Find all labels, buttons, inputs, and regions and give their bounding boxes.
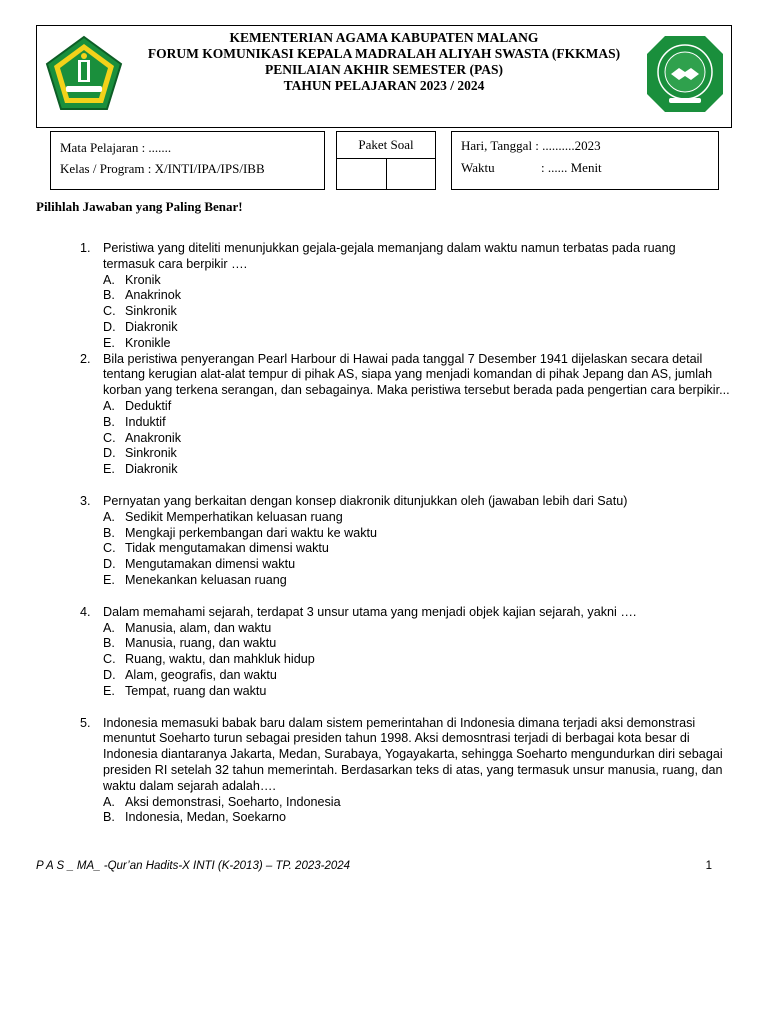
header-ministry: KEMENTERIAN AGAMA KABUPATEN MALANG	[229, 30, 539, 45]
header-forum: FORUM KOMUNIKASI KEPALA MADRALAH ALIYAH SWASTA (FKKMAS)	[147, 46, 621, 61]
option-letter: A.	[103, 794, 115, 809]
option-letter: C.	[103, 304, 116, 319]
option-item	[103, 415, 740, 431]
option-letter: C.	[103, 541, 116, 556]
subject-label: Mata Pelajaran : .......	[60, 140, 172, 155]
option-text: Sinkronik	[125, 304, 177, 319]
option-item	[103, 636, 740, 652]
option-item	[103, 320, 740, 336]
option-text: Tempat, ruang dan waktu	[125, 683, 267, 698]
question-number: 2.	[80, 351, 91, 366]
option-text: Sinkronik	[125, 446, 177, 461]
question-2	[80, 352, 740, 478]
option-letter: E.	[103, 335, 115, 350]
option-item	[103, 399, 740, 415]
date-time-box	[451, 131, 719, 190]
subject-info-box	[50, 131, 325, 190]
spacer	[80, 700, 740, 716]
option-item	[103, 273, 740, 289]
option-item	[103, 621, 740, 637]
package-cell-left	[337, 159, 387, 189]
option-letter: C.	[103, 652, 116, 667]
option-text: Menekankan keluasan ruang	[125, 572, 287, 587]
page-number: 1	[705, 860, 712, 872]
duration-value: : ...... Menit	[541, 160, 602, 175]
option-text: Deduktif	[125, 398, 172, 413]
spacer	[80, 478, 740, 494]
option-item	[103, 557, 740, 573]
option-text: Diakronik	[125, 462, 178, 477]
option-letter: A.	[103, 509, 115, 524]
option-text: Kronikle	[125, 335, 171, 350]
option-letter: A.	[103, 398, 115, 413]
option-item	[103, 462, 740, 478]
header-title-block	[37, 30, 731, 94]
option-text: Anakronik	[125, 430, 182, 445]
option-item	[103, 652, 740, 668]
option-item	[103, 526, 740, 542]
question-text: Bila peristiwa penyerangan Pearl Harbour di Hawai pada tanggal 7 Desember 1941 dijelaskan secara detail tentang kerugian alat-alat tempur di pihak AS, siapa yang menjadi komandan di pihak Jepang dan AS, jumlah korban yang terkena serangan, dan sebagainya. Maka peristiwa tersebut berada pada pengertian cara berpikir...	[103, 351, 730, 398]
page-footer	[36, 860, 712, 872]
option-letter: B.	[103, 288, 115, 303]
option-text: Manusia, ruang, dan waktu	[125, 636, 277, 651]
option-item	[103, 336, 740, 352]
option-item	[103, 431, 740, 447]
option-text: Alam, geografis, dan waktu	[125, 667, 277, 682]
header-exam-name: PENILAIAN AKHIR SEMESTER (PAS)	[265, 62, 503, 77]
option-text: Sedikit Memperhatikan keluasan ruang	[125, 509, 343, 524]
question-3	[80, 494, 740, 589]
option-item	[103, 668, 740, 684]
option-item	[103, 510, 740, 526]
question-text: Pernyatan yang berkaitan dengan konsep diakronik ditunjukkan oleh (jawaban lebih dari Satu)	[103, 493, 628, 508]
option-letter: D.	[103, 319, 116, 334]
exam-header	[36, 25, 732, 128]
option-letter: D.	[103, 557, 116, 572]
option-item	[103, 288, 740, 304]
option-item	[103, 795, 740, 811]
option-letter: B.	[103, 525, 115, 540]
duration-label: Waktu	[461, 160, 495, 175]
option-item	[103, 304, 740, 320]
option-text: Mengkaji perkembangan dari waktu ke waktu	[125, 525, 378, 540]
question-text: Peristiwa yang diteliti menunjukkan gejala-gejala memanjang dalam waktu namun terbatas pada ruang termasuk cara berpikir ….	[103, 241, 676, 271]
option-text: Aksi demonstrasi, Soeharto, Indonesia	[125, 794, 341, 809]
fkkmas-logo-icon	[645, 34, 725, 114]
option-item	[103, 573, 740, 589]
option-text: Manusia, alam, dan waktu	[125, 620, 272, 635]
option-item	[103, 810, 740, 826]
option-letter: D.	[103, 446, 116, 461]
footer-text: P A S _ MA_ -Qur’an Hadits-X INTI (K-2013) – TP. 2023-2024	[36, 860, 351, 872]
header-academic-year: TAHUN PELAJARAN 2023 / 2024	[283, 78, 485, 93]
option-text: Tidak mengutamakan dimensi waktu	[125, 541, 329, 556]
option-letter: C.	[103, 430, 116, 445]
package-title: Paket Soal	[337, 132, 435, 159]
question-number: 3.	[80, 493, 91, 508]
option-text: Indonesia, Medan, Soekarno	[125, 810, 287, 825]
date-label: Hari, Tanggal : ..........2023	[461, 138, 601, 153]
question-number: 4.	[80, 604, 91, 619]
instruction-text: Pilihlah Jawaban yang Paling Benar!	[36, 199, 243, 214]
question-text: Dalam memahami sejarah, terdapat 3 unsur utama yang menjadi objek kajian sejarah, yakni ….	[103, 604, 637, 619]
option-text: Mengutamakan dimensi waktu	[125, 557, 296, 572]
option-item	[103, 446, 740, 462]
option-item	[103, 541, 740, 557]
option-letter: E.	[103, 572, 115, 587]
spacer	[80, 589, 740, 605]
option-letter: D.	[103, 667, 116, 682]
option-item	[103, 684, 740, 700]
option-letter: B.	[103, 636, 115, 651]
option-text: Diakronik	[125, 319, 178, 334]
option-letter: A.	[103, 620, 115, 635]
option-letter: B.	[103, 810, 115, 825]
option-letter: E.	[103, 683, 115, 698]
question-1	[80, 241, 740, 352]
option-letter: E.	[103, 462, 115, 477]
package-cell-right	[385, 159, 435, 189]
option-text: Ruang, waktu, dan mahkluk hidup	[125, 652, 315, 667]
question-4	[80, 605, 740, 700]
question-package-box	[336, 131, 436, 190]
option-text: Anakrinok	[125, 288, 182, 303]
option-text: Induktif	[125, 414, 166, 429]
question-number: 5.	[80, 715, 91, 730]
question-text: Indonesia memasuki babak baru dalam sistem pemerintahan di Indonesia dimana terjadi aksi demonstrasi menuntut Soeharto turun sebagai presiden tahun 1998. Aksi demosntrasi terjadi di berbagai kota besar di Indonesia diantaranya Jakarta, Medan, Surabaya, Yogayakarta, sehingga Soeharto mengundurkan diri sebagai presiden RI setelah 32 tahun memerintah. Berdasarkan teks di atas, yang termasuk unsur manusia, ruang, dan waktu dalam sejarah adalah….	[103, 715, 723, 793]
question-number: 1.	[80, 241, 91, 255]
option-letter: B.	[103, 414, 115, 429]
option-text: Kronik	[125, 272, 161, 287]
question-list	[80, 241, 740, 826]
question-5	[80, 716, 740, 827]
class-program-label: Kelas / Program : X/INTI/IPA/IPS/IBB	[60, 161, 265, 176]
option-letter: A.	[103, 272, 115, 287]
